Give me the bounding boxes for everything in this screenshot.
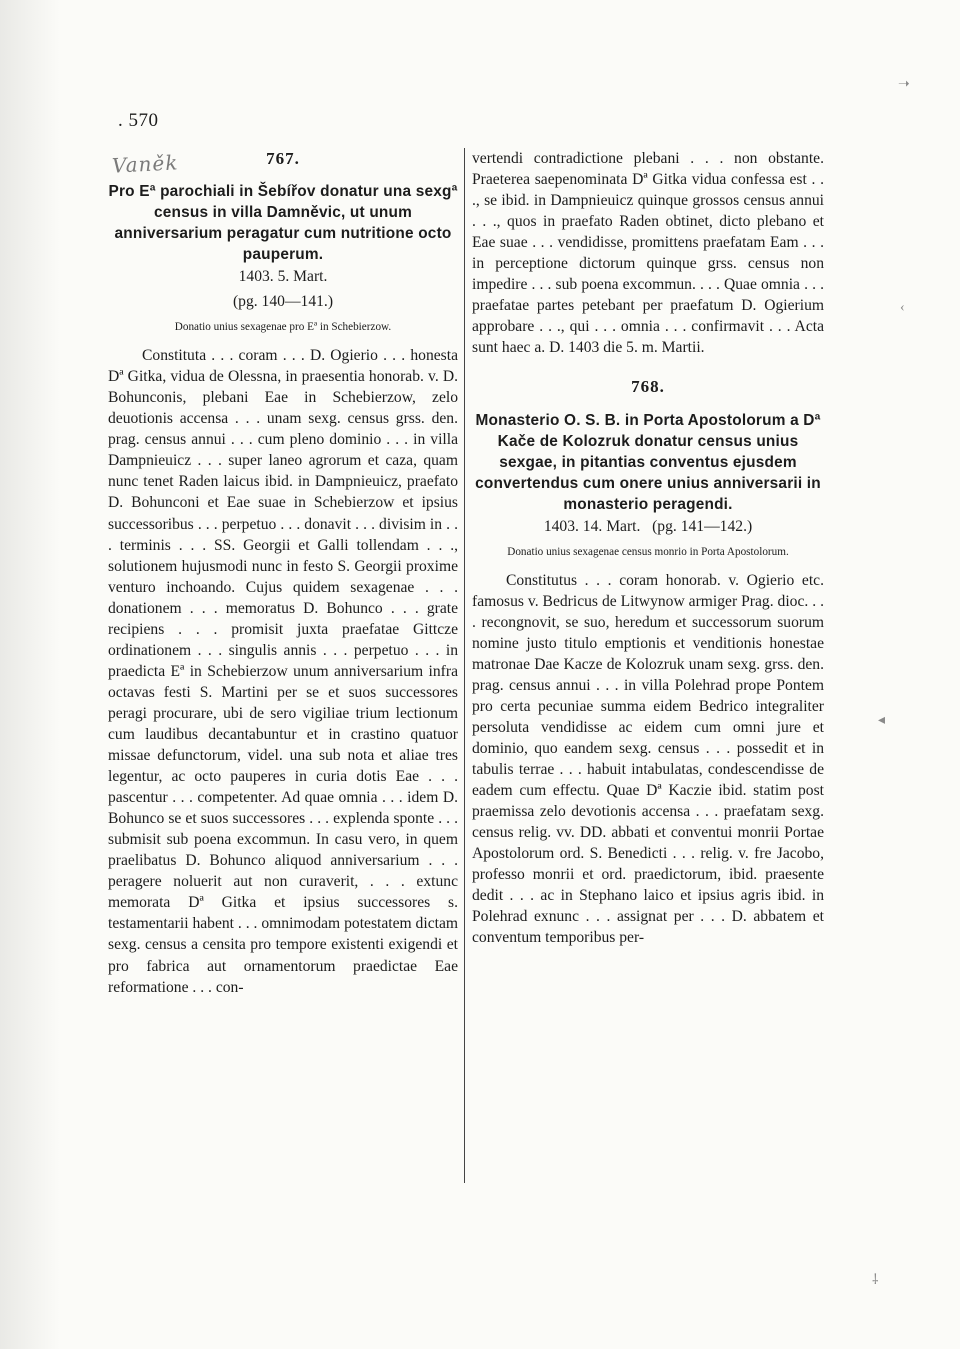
scan-mark: ➝ (898, 77, 910, 92)
scan-edge-shadow (0, 0, 60, 1349)
document-body: Constitutus . . . coram honorab. v. Ogierio etc. famosus v. Bedricus de Litwynow armiger Prag. dioc. . . . recongnovit, se suo, heredum et successorum suorum nomine justo titulo emptionis et venditionis honestae matronae Dae Kacze de Kolozruk unam sexg. grss. den. prag. census annui . . . in villa Polehrad prope Pontem pro certa pecuniae summa eidem Bedrico integraliter persoluta vendidisse ac eidem cum omni jure et dominio, quo eandem sexg. census . . . possedit et in tabulis terrae . . . habuit intabulatas, condescendisse de eadem cum effectu. Quae Dª Kaczie ibid. statim post praemissa zelo devotionis accensa . . . praefatam sexg. census relig. vv. DD. abbati et conventui monrii Portae Apostolorum ord. S. Benedicti . . . relig. v. fre Jacobo, professo monrii et ord. praedictorum, ibid. praesente dedit . . . ac in Stephano laico et ipsius agris ibid. in Polehrad exnunc . . . assignat per . . . D. abbatem et conventum temporibus per- (472, 571, 824, 947)
document-date (472, 516, 824, 537)
document-heading: Pro Eª parochiali in Šebířov donatur una sexgª census in villa Damněvic, ut unum anniversarium peragatur cum nutritione octo pauperum. (108, 183, 458, 264)
page-reference: (pg. 140—141.) (232, 293, 334, 311)
left-column (108, 148, 458, 998)
document-note: Donatio unius sexagenae pro Eª in Schebierzow. (174, 321, 392, 334)
document-number: 767. (266, 149, 300, 168)
body-continuation: vertendi contradictione plebani . . . non obstante. Praeterea saepenominata Dª Gitka vidua confessa est . . ., se ibid. in Dampnieuicz quinque grossos census annui . . ., quos in praefato Raden obtinet, dicto plebano et Eae suae . . . vendidisse, promittens praefatam Eam . . . in perceptione dictorum quinque grss. census non impedire . . . sub poena excommun. . . . Quae omnia . . . praefatae partes petebant per praefatum D. Ogierium approbare . . ., qui . . . omnia . . . confirmavit . . . Acta sunt haec a. D. 1403 die 5. m. Martii. (472, 150, 824, 357)
page-number: . 570 (118, 110, 159, 131)
column-divider (464, 148, 465, 1183)
document-body: Constituta . . . coram . . . D. Ogierio . . . honesta Dª Gitka, vidua de Olessna, in praesentia honorab. v. D. Bohunconis, plebani Eae in Schebierzow, zelo deuotionis accensa . . . unam sexg. census grss. den. prag. census annui . . . cum pleno dominio . . . in villa Dampnieuicz . . . super laneo agrorum et caza, quam nunc tenet Raden laicus ibid. in Dampnieuicz, praefato D. Bohunconi et Eae suae in Schebierzow et ipsius successoribus . . . perpetuo . . . donavit . . . divisim in . . . terminis . . . SS. Georgii et Galli tollendam . . ., solutionem hujusmodi nunc in festo S. Georgii proxime venturo inchoando. Cujus quidem sexagenae . . . donationem . . . memoratus D. Bohunco . . . grate recipiens . . . promisit juxta praefatae Gittcze ordinationem . . . singulis annis . . . perpetuo . . . in praedicta Eª in Schebierzow unum anniversarium infra octavas festi S. Martini per se et suos successores peragi procurare, ubi de sero vigiliae trium lectionum cum laudibus decantabuntur et in crastino quatuor missae defunctorum, videl. una sub nota et aliae tres legentur, ac octo pauperes in curia dotis Eae . . . pascentur . . . competenter. Ad quae omnia . . . idem D. Bohunco se et suos successores . . . explenda sponte . . . submisit sub poena excommun. In casu vero, in quem praelibatus D. Bohunco aliquod anniversarium . . . peragere noluerit aut non curaverit, . . . extunc memorata Dª Gitka et ipsius successores s. testamentarii habent . . . omnimodam potestatem dictam sexg. census a censita pro tempore existenti exigendi et pro fabrica aut ornamentorum praedictae Eae reformatione . . . con- (108, 347, 458, 996)
scan-mark: ◂ (878, 713, 886, 728)
document-date: 1403. 5. Mart. (238, 268, 328, 286)
document-number: 768. (631, 377, 665, 397)
handwritten-margin-note: Vaněk (111, 150, 179, 178)
right-column (472, 148, 824, 948)
scan-mark: ‹ (900, 300, 905, 315)
scan-mark: ⸸ (872, 1273, 879, 1288)
document-note: Donatio unius sexagenae census monrio in Porta Apostolorum. (507, 545, 789, 558)
date-text: 1403. 14. Mart. (543, 517, 641, 535)
page-reference: (pg. 141—142.) (652, 517, 753, 535)
document-heading: Monasterio O. S. B. in Porta Apostolorum a Dª Kače de Kolozruk donatur census unius sexgae, in pitantias conventus ejusdem convertendus cum onere unius anniversarii in monasterio peragendi. (475, 411, 821, 513)
